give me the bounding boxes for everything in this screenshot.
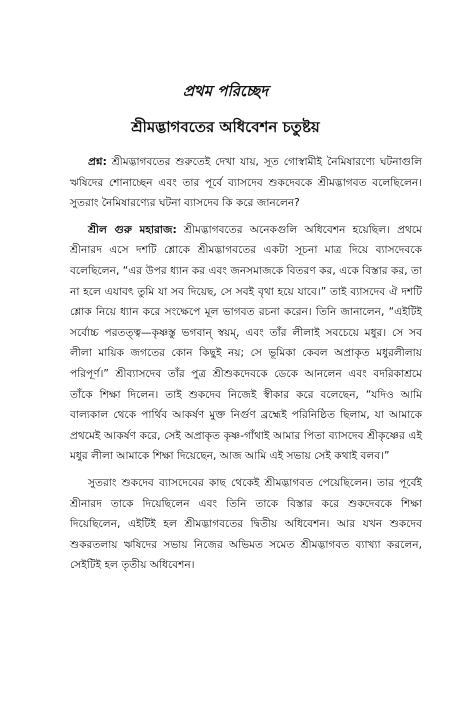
- body-text: [70, 152, 422, 582]
- answer-text-2: সুতরাং শুকদেব ব্যাসদেবের কাছ থেকেই শ্রীমদ্ভাগবত পেয়েছিলেন। তার পূর্বেই শ্রীনারদ তাকে দিয়েছিলেন এবং তিনি তাকে বিস্তার করে শুকদেবকে শিক্ষা দিয়েছিলেন, এইটিই হল শ্রীমদ্ভাগবতের দ্বিতীয় অধিবেশন। আর যখন শুকদেব শুকরতলায় ঋষিদের সভায় নিজের অভিমত সমেত শ্রীমদ্ভাগবত ব্যাখ্যা করলেন, সেইটিই হল তৃতীয় অধিবেশন।: [70, 476, 422, 572]
- question-text: শ্রীমদ্ভাগবতের শুরুতেই দেখা যায়, সূত গোস্বামীই নৈমিষারণ্যে ঘটনাগুলি ঋষিদের শোনাচ্ছেন এবং তার পূর্বে ব্যাসদেব শুকদেবকে শ্রীমদ্ভাগবত বলেছিলেন। সুতরাং নৈমিষারণ্যের ঘটনা ব্যাসদেব কি করে জানলেন?: [70, 156, 422, 210]
- question-lead: প্রশ্ন:: [88, 156, 107, 168]
- answer-paragraph: [70, 220, 422, 467]
- question-paragraph: [70, 152, 422, 214]
- chapter-heading: প্রথম পরিচ্ছেদ: [182, 82, 269, 100]
- section-title: শ্রীমদ্ভাগবতের অধিবেশন চতুষ্টয়: [131, 118, 320, 136]
- answer-paragraph-2: [70, 473, 422, 576]
- answer-lead: শ্রীল গুরু মহারাজ:: [88, 223, 177, 236]
- answer-text-1: শ্রীমদ্ভাগবতের অনেকগুলি অধিবেশন হয়েছিল। প্রথমে শ্রীনারদ এসে দশটি শ্লোকে শ্রীমদ্ভাগবতের একটা সূচনা মাত্র দিয়ে ব্যাসদেবকে বলেছিলেন, “এর উপর ধ্যান কর এবং জনসমাজকে বিতরণ কর, একে বিস্তার কর, তা না হলে এযাবৎ তুমি যা সব দিয়েছ, সে সবই বৃথা হয়ে যাবে।” তাই ব্যাসদেব ঐ দশটি শ্লোক নিয়ে ধ্যান করে সংক্ষেপে মূল ভাগবত রচনা করেন। তিনি জানালেন, “এইটিই সর্বোচ্চ পরতত্ত্ব—কৃষ্ণস্তু ভগবান্ স্বয়ম্, এবং তাঁর লীলাই সবচেয়ে মধুর। সে সব লীলা মায়িক জগতের কোন কিছুই নয়; সে ভূমিকা কেবল অপ্রাকৃত মধুরলীলায় পরিপূর্ণ।” শ্রীব্যাসদেব তাঁর পুত্র শ্রীশুকদেবকে ডেকে আনলেন এবং বদরিকাশ্রমে তাঁকে শিক্ষা দিলেন। তাই শুকদেব নিজেই স্বীকার করে বলেছেন, “যদিও আমি বাল্যকাল থেকে পার্থিব আকর্ষণ মুক্ত নির্গুণ ব্রহ্মেই পরিনিষ্ঠিত ছিলাম, যা আমাকে প্রথমেই আকর্ষণ করে, সেই অপ্রাকৃত কৃষ্ণ-গাঁথাই আমার পিতা ব্যাসদেব শ্রীকৃষ্ণের এই মধুর লীলা আমাকে শিক্ষা দিয়েছেন, আজ আমি এই সভায় সেই কথাই বলব।”: [70, 223, 422, 463]
